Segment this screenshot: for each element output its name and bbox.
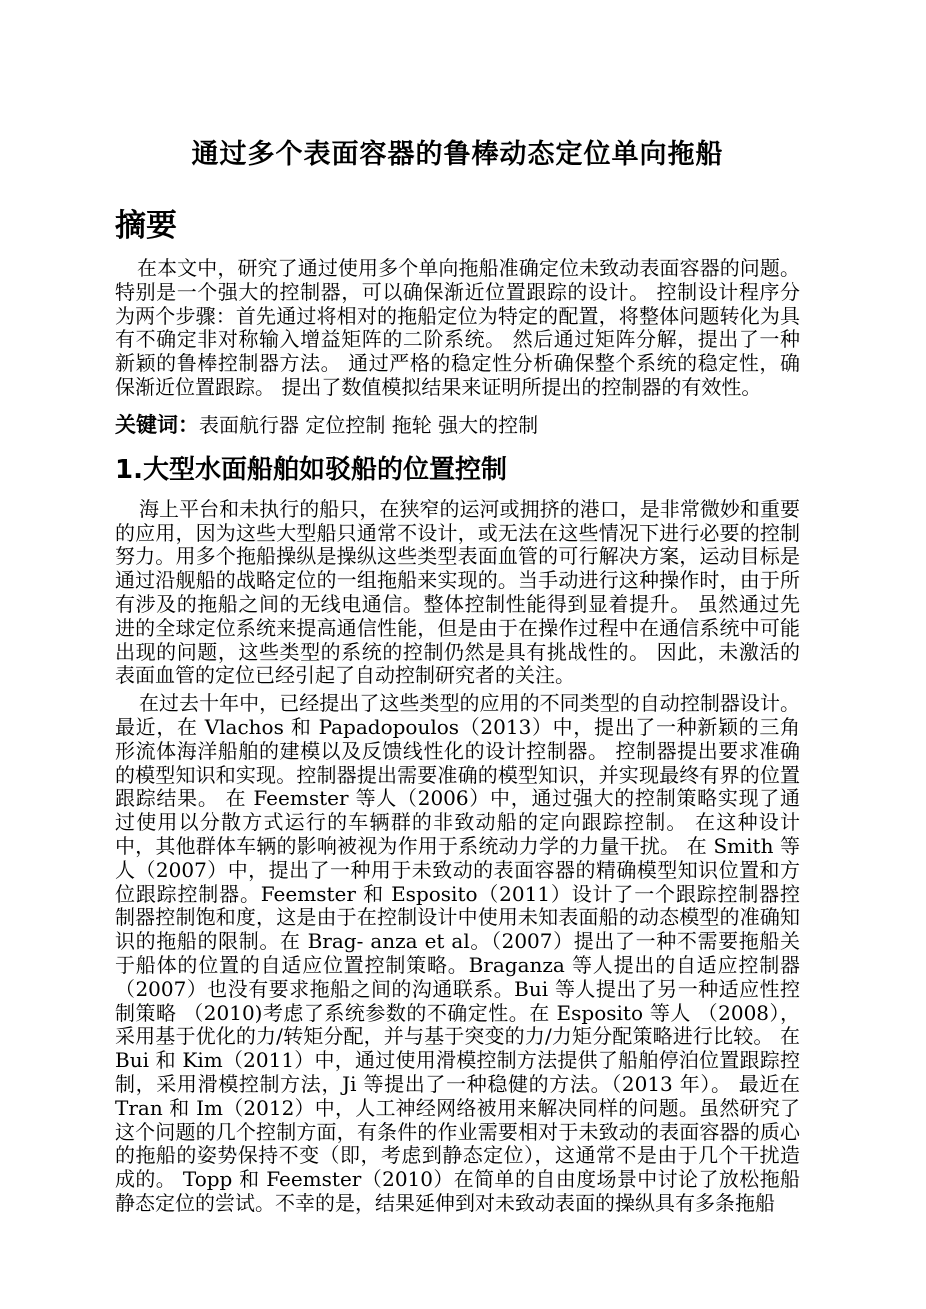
keywords-label: 关键词 — [115, 412, 178, 437]
section-1-paragraph-1: 海上平台和未执行的船只，在狭窄的运河或拥挤的港口，是非常微妙和重要的应用，因为这些大型船只通常不设计，或无法在这些情况下进行必要的控制努力。用多个拖船操纵是操纵这些类型表面血管的可行解决方案，运动目标是通过沿舰船的战略定位的一组拖船来实现的。当手动进行这种操作时，由于所有涉及的拖船之间的无线电通信。整体控制性能得到显着提升。 虽然通过先进的全球定位系统来提高通信性能，但是由于在操作过程中在通信系统中可能出现的问题，这些类型的系统的控制仍然是具有挑战性的。 因此，未激活的表面血管的定位已经引起了自动控制研究者的关注。 — [115, 496, 800, 688]
keywords-separator: ： — [178, 412, 199, 437]
document-title: 通过多个表面容器的鲁棒动态定位单向拖船 — [191, 139, 724, 170]
section-1-heading: 1.大型水面船舶如驳船的位置控制 — [115, 454, 507, 485]
section-1-paragraph-2: 在过去十年中，已经提出了这些类型的应用的不同类型的自动控制器设计。最近，在 Vlachos 和 Papadopoulos（2013）中，提出了一种新颖的三角形流体海洋船舶的建模以及反馈线性化的设计控制器。 控制器提出要求准确的模型知识和实现。控制器提出需要准确的模型知识，并实现最终有界的位置跟踪结果。 在 Feemster 等人（2006）中，通过强大的控制策略实现了通过使用以分散方式运行的车辆群的非致动船的定向跟踪控制。 在这种设计中，其他群体车辆的影响被视为作用于系统动力学的力量干扰。 在 Smith 等人（2007）中，提出了一种用于未致动的表面容器的精确模型知识位置和方位跟踪控制器。Feemster 和 Esposito（2011）设计了一个跟踪控制器控制器控制饱和度，这是由于在控制设计中使用未知表面船的动态模型的准确知识的拖船的限制。在 Brag- anza et al。（2007）提出了一种不需要拖船关于船体的位置的自适应位置控制策略。Braganza 等人提出的自适应控制器 （2007）也没有要求拖船之间的沟通联系。Bui 等人提出了另一种适应性控制策略 （2010)考虑了系统参数的不确定性。在 Esposito 等人 （2008），采用基于优化的力/转矩分配，并与基于突变的力/力矩分配策略进行比较。 在 Bui 和 Kim（2011）中，通过使用滑模控制方法提供了船舶停泊位置跟踪控制，采用滑模控制方法，Ji 等提出了一种稳健的方法。（2013 年）。 最近在 Tran 和 Im（2012）中，人工神经网络被用来解决同样的问题。虽然研究了这个问题的几个控制方面，有条件的作业需要相对于未致动的表面容器的质心的拖船的姿势保持不变（即，考虑到静态定位），这通常不是由于几个干扰造成的。 Topp 和 Feemster（2010）在简单的自由度场景中讨论了放松拖船静态定位的尝试。不幸的是，结果延伸到对未致动表面的操纵具有多条拖船 — [115, 691, 800, 1215]
abstract-paragraph: 在本文中，研究了通过使用多个单向拖船准确定位未致动表面容器的问题。特别是一个强大的控制器，可以确保渐近位置跟踪的设计。 控制设计程序分为两个步骤：首先通过将相对的拖船定位为特定的配置，将整体问题转化为具有不确定非对称输入增益矩阵的二阶系统。 然后通过矩阵分解，提出了一种新颖的鲁棒控制器方法。 通过严格的稳定性分析确保整个系统的稳定性，确保渐近位置跟踪。 提出了数值模拟结果来证明所提出的控制器的有效性。 — [115, 256, 800, 399]
keywords-line — [115, 412, 800, 438]
abstract-heading: 摘要 — [115, 208, 177, 244]
keywords-terms: 表面航行器 定位控制 拖轮 强大的控制 — [199, 412, 539, 437]
